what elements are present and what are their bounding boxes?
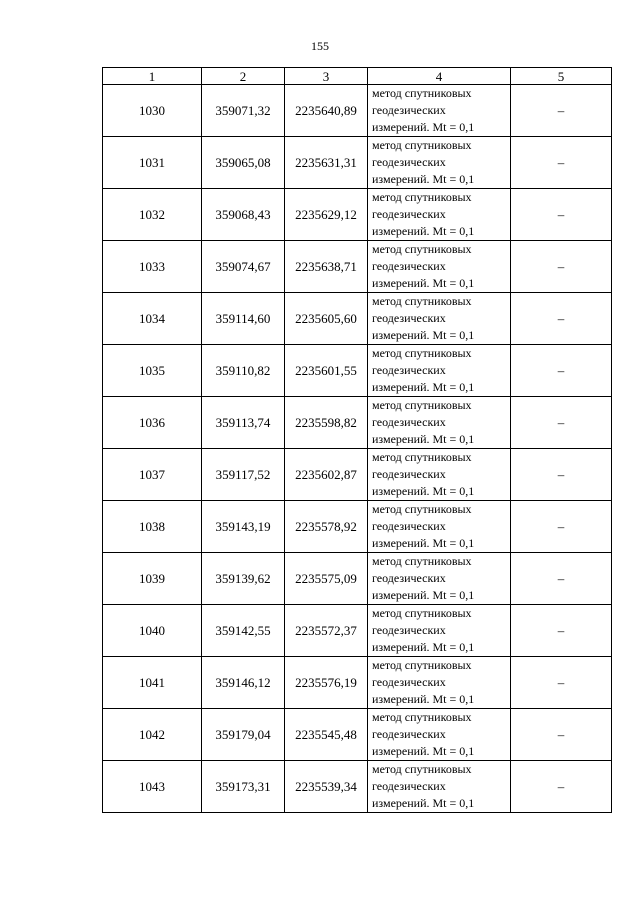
x-coordinate-cell: 359068,43: [202, 189, 285, 241]
method-line: измерений. Mt = 0,1: [372, 224, 475, 238]
method-line: геодезических: [372, 675, 446, 689]
coordinates-table: [102, 67, 612, 813]
description-cell: –: [511, 241, 612, 293]
method-cell: [368, 605, 511, 657]
method-cell: [368, 137, 511, 189]
method-line: метод спутниковых: [372, 554, 472, 568]
table-row: [103, 137, 612, 189]
method-cell: [368, 189, 511, 241]
point-number-cell: 1039: [103, 553, 202, 605]
method-line: геодезических: [372, 363, 446, 377]
description-cell: –: [511, 293, 612, 345]
point-number-cell: 1042: [103, 709, 202, 761]
point-number-cell: 1030: [103, 85, 202, 137]
method-line: геодезических: [372, 259, 446, 273]
table-row: [103, 605, 612, 657]
description-cell: –: [511, 345, 612, 397]
header-col-1: 1: [103, 68, 202, 85]
description-cell: –: [511, 397, 612, 449]
point-number-cell: 1031: [103, 137, 202, 189]
method-line: метод спутниковых: [372, 658, 472, 672]
description-cell: –: [511, 137, 612, 189]
y-coordinate-cell: 2235578,92: [285, 501, 368, 553]
point-number-cell: 1037: [103, 449, 202, 501]
method-line: измерений. Mt = 0,1: [372, 588, 475, 602]
method-cell: [368, 709, 511, 761]
method-line: метод спутниковых: [372, 190, 472, 204]
method-line: метод спутниковых: [372, 86, 472, 100]
table-row: [103, 553, 612, 605]
x-coordinate-cell: 359071,32: [202, 85, 285, 137]
table-row: [103, 241, 612, 293]
method-line: геодезических: [372, 415, 446, 429]
y-coordinate-cell: 2235545,48: [285, 709, 368, 761]
method-cell: [368, 85, 511, 137]
method-cell: [368, 293, 511, 345]
method-line: метод спутниковых: [372, 346, 472, 360]
method-line: измерений. Mt = 0,1: [372, 484, 475, 498]
method-cell: [368, 501, 511, 553]
method-cell: [368, 761, 511, 813]
method-line: геодезических: [372, 155, 446, 169]
method-line: измерений. Mt = 0,1: [372, 536, 475, 550]
header-col-2: 2: [202, 68, 285, 85]
x-coordinate-cell: 359117,52: [202, 449, 285, 501]
point-number-cell: 1040: [103, 605, 202, 657]
x-coordinate-cell: 359110,82: [202, 345, 285, 397]
method-cell: [368, 397, 511, 449]
y-coordinate-cell: 2235539,34: [285, 761, 368, 813]
y-coordinate-cell: 2235631,31: [285, 137, 368, 189]
table-row: [103, 189, 612, 241]
method-cell: [368, 345, 511, 397]
description-cell: –: [511, 605, 612, 657]
table-row: [103, 397, 612, 449]
method-cell: [368, 657, 511, 709]
x-coordinate-cell: 359146,12: [202, 657, 285, 709]
point-number-cell: 1041: [103, 657, 202, 709]
header-col-5: 5: [511, 68, 612, 85]
method-line: метод спутниковых: [372, 450, 472, 464]
table-row: [103, 85, 612, 137]
method-line: метод спутниковых: [372, 762, 472, 776]
method-line: геодезических: [372, 519, 446, 533]
table-row: [103, 501, 612, 553]
description-cell: –: [511, 709, 612, 761]
description-cell: –: [511, 449, 612, 501]
x-coordinate-cell: 359065,08: [202, 137, 285, 189]
method-cell: [368, 553, 511, 605]
y-coordinate-cell: 2235575,09: [285, 553, 368, 605]
y-coordinate-cell: 2235629,12: [285, 189, 368, 241]
y-coordinate-cell: 2235640,89: [285, 85, 368, 137]
method-line: геодезических: [372, 207, 446, 221]
method-line: измерений. Mt = 0,1: [372, 692, 475, 706]
point-number-cell: 1032: [103, 189, 202, 241]
x-coordinate-cell: 359114,60: [202, 293, 285, 345]
method-line: геодезических: [372, 103, 446, 117]
method-line: метод спутниковых: [372, 502, 472, 516]
method-line: измерений. Mt = 0,1: [372, 640, 475, 654]
method-line: метод спутниковых: [372, 606, 472, 620]
point-number-cell: 1036: [103, 397, 202, 449]
point-number-cell: 1038: [103, 501, 202, 553]
method-line: геодезических: [372, 623, 446, 637]
method-line: метод спутниковых: [372, 710, 472, 724]
x-coordinate-cell: 359113,74: [202, 397, 285, 449]
table-row: [103, 761, 612, 813]
y-coordinate-cell: 2235602,87: [285, 449, 368, 501]
method-line: геодезических: [372, 727, 446, 741]
y-coordinate-cell: 2235572,37: [285, 605, 368, 657]
table-row: [103, 657, 612, 709]
table-body: [103, 85, 612, 813]
description-cell: –: [511, 657, 612, 709]
method-line: измерений. Mt = 0,1: [372, 744, 475, 758]
point-number-cell: 1043: [103, 761, 202, 813]
method-line: геодезических: [372, 467, 446, 481]
table-row: [103, 293, 612, 345]
point-number-cell: 1034: [103, 293, 202, 345]
method-line: геодезических: [372, 571, 446, 585]
method-cell: [368, 449, 511, 501]
description-cell: –: [511, 189, 612, 241]
x-coordinate-cell: 359179,04: [202, 709, 285, 761]
method-line: измерений. Mt = 0,1: [372, 328, 475, 342]
method-line: измерений. Mt = 0,1: [372, 172, 475, 186]
description-cell: –: [511, 761, 612, 813]
y-coordinate-cell: 2235638,71: [285, 241, 368, 293]
x-coordinate-cell: 359139,62: [202, 553, 285, 605]
point-number-cell: 1035: [103, 345, 202, 397]
page-number: 155: [311, 39, 329, 53]
method-line: измерений. Mt = 0,1: [372, 432, 475, 446]
point-number-cell: 1033: [103, 241, 202, 293]
description-cell: –: [511, 501, 612, 553]
table-row: [103, 345, 612, 397]
x-coordinate-cell: 359142,55: [202, 605, 285, 657]
method-line: измерений. Mt = 0,1: [372, 380, 475, 394]
method-line: измерений. Mt = 0,1: [372, 276, 475, 290]
header-col-3: 3: [285, 68, 368, 85]
method-line: геодезических: [372, 311, 446, 325]
description-cell: –: [511, 553, 612, 605]
table-row: [103, 709, 612, 761]
description-cell: –: [511, 85, 612, 137]
x-coordinate-cell: 359074,67: [202, 241, 285, 293]
y-coordinate-cell: 2235576,19: [285, 657, 368, 709]
header-col-4: 4: [368, 68, 511, 85]
y-coordinate-cell: 2235598,82: [285, 397, 368, 449]
method-cell: [368, 241, 511, 293]
method-line: метод спутниковых: [372, 138, 472, 152]
x-coordinate-cell: 359173,31: [202, 761, 285, 813]
y-coordinate-cell: 2235605,60: [285, 293, 368, 345]
x-coordinate-cell: 359143,19: [202, 501, 285, 553]
y-coordinate-cell: 2235601,55: [285, 345, 368, 397]
method-line: измерений. Mt = 0,1: [372, 796, 475, 810]
method-line: метод спутниковых: [372, 242, 472, 256]
method-line: геодезических: [372, 779, 446, 793]
method-line: метод спутниковых: [372, 398, 472, 412]
method-line: измерений. Mt = 0,1: [372, 120, 475, 134]
table-row: [103, 449, 612, 501]
method-line: метод спутниковых: [372, 294, 472, 308]
header-row: [103, 68, 612, 85]
